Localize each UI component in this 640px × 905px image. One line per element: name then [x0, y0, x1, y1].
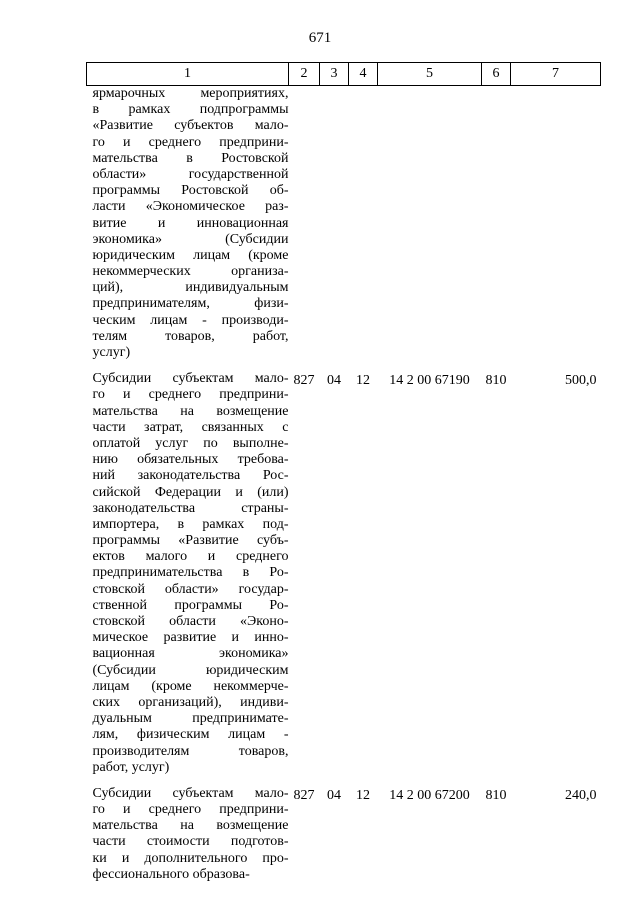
row-description	[87, 86, 289, 372]
description-line: «Развитие субъектов мало-	[92, 118, 289, 134]
description-line: услуг)	[92, 345, 131, 360]
description-line: стовской области «Эконо-	[92, 614, 289, 629]
description-line: ектов малого и среднего	[92, 549, 289, 565]
description-line: сийской Федерации и (или)	[92, 484, 289, 500]
description-line: ческим лицам - производи-	[92, 312, 289, 328]
cell-subsection	[349, 86, 378, 372]
description-line: ций), индивидуальным	[92, 280, 289, 296]
description-line: ярмарочных мероприятиях,	[92, 86, 289, 101]
table-row	[87, 371, 601, 786]
cell-expense-type: 810	[485, 373, 507, 389]
description-line: мическое развитие и инно-	[92, 630, 289, 646]
header-col-1: 1	[87, 63, 289, 86]
description-line: юридическим лицам (кроме	[92, 247, 289, 263]
description-line: ственной программы Ро-	[92, 597, 289, 613]
budget-table	[86, 62, 601, 893]
cell-section: 04	[327, 787, 341, 803]
description-line: программы Ростовской об-	[92, 183, 289, 199]
description-line: импортера, в рамках под-	[92, 516, 289, 532]
description-line: предпринимателям, физи-	[92, 296, 289, 312]
description-line: фессионального образова-	[92, 866, 250, 882]
description-line: производителям товаров,	[92, 743, 289, 759]
cell-amount: 500,0	[565, 373, 597, 389]
table-row	[87, 86, 601, 372]
description-line: го и среднего предприни-	[92, 802, 289, 818]
cell-section	[320, 86, 349, 372]
cell-target-article: 14 2 00 67200	[389, 787, 470, 803]
description-line: части затрат, связанных с	[92, 419, 289, 435]
description-line: экономика» (Субсидии	[92, 231, 289, 247]
description-line: ний законодательства Рос-	[92, 468, 289, 484]
description-line: мательства в Ростовской	[92, 150, 289, 166]
description-line: части стоимости подготов-	[92, 834, 289, 850]
cell-ministry-code: 827	[293, 787, 315, 803]
header-col-7: 7	[511, 63, 601, 86]
description-line: витие и инновационная	[92, 215, 289, 231]
cell-ministry-code: 827	[293, 373, 315, 389]
header-col-5: 5	[378, 63, 482, 86]
description-line: оплатой услуг по выполне-	[92, 435, 289, 451]
page-number: 671	[308, 30, 332, 46]
description-line: телям товаров, работ,	[92, 328, 289, 344]
header-col-6: 6	[482, 63, 511, 86]
description-line: (Субсидии юридическим	[92, 662, 289, 678]
table-row	[87, 786, 601, 893]
description-line: стовской области» государ-	[92, 581, 289, 597]
description-line: дуальным предпринимате-	[92, 711, 289, 727]
description-line: мательства на возмещение	[92, 818, 289, 834]
description-line: нию обязательных требова-	[92, 452, 289, 468]
description-line: мательства на возмещение	[92, 403, 289, 419]
description-line: лям, физическим лицам -	[92, 727, 289, 743]
description-line: работ, услуг)	[92, 759, 170, 775]
header-row	[87, 63, 601, 86]
description-line: ских организаций), индиви-	[92, 694, 289, 710]
description-line: ласти «Экономическое раз-	[92, 199, 289, 215]
cell-ministry-code	[289, 86, 320, 372]
description-line: программы «Развитие субъ-	[92, 533, 289, 549]
description-line: некоммерческих организа-	[92, 264, 289, 280]
description-line: Субсидии субъектам мало-	[92, 785, 289, 801]
cell-amount	[511, 86, 601, 372]
header-col-2: 2	[289, 63, 320, 86]
description-line: в рамках подпрограммы	[92, 102, 289, 118]
cell-target-article: 14 2 00 67190	[389, 373, 470, 389]
header-col-3: 3	[320, 63, 349, 86]
cell-subsection: 12	[356, 373, 370, 389]
description-line: области» государственной	[92, 166, 289, 182]
description-line: Субсидии субъектам мало-	[92, 371, 289, 387]
cell-amount: 240,0	[565, 787, 597, 803]
description-line: предпринимательства в Ро-	[92, 565, 289, 581]
cell-section: 04	[327, 373, 341, 389]
cell-expense-type: 810	[485, 787, 507, 803]
cell-expense-type	[482, 86, 511, 372]
description-line: вационная экономика»	[92, 646, 289, 662]
description-line: лицам (кроме некоммерче-	[92, 678, 289, 694]
row-description	[87, 786, 289, 893]
row-description	[87, 371, 289, 786]
description-line: законодательства страны-	[92, 500, 289, 516]
cell-subsection: 12	[356, 787, 370, 803]
description-line: го и среднего предприни-	[92, 387, 289, 403]
cell-target-article	[378, 86, 482, 372]
description-line: ки и дополнительного про-	[92, 850, 289, 866]
header-col-4: 4	[349, 63, 378, 86]
description-line: го и среднего предприни-	[92, 134, 289, 150]
